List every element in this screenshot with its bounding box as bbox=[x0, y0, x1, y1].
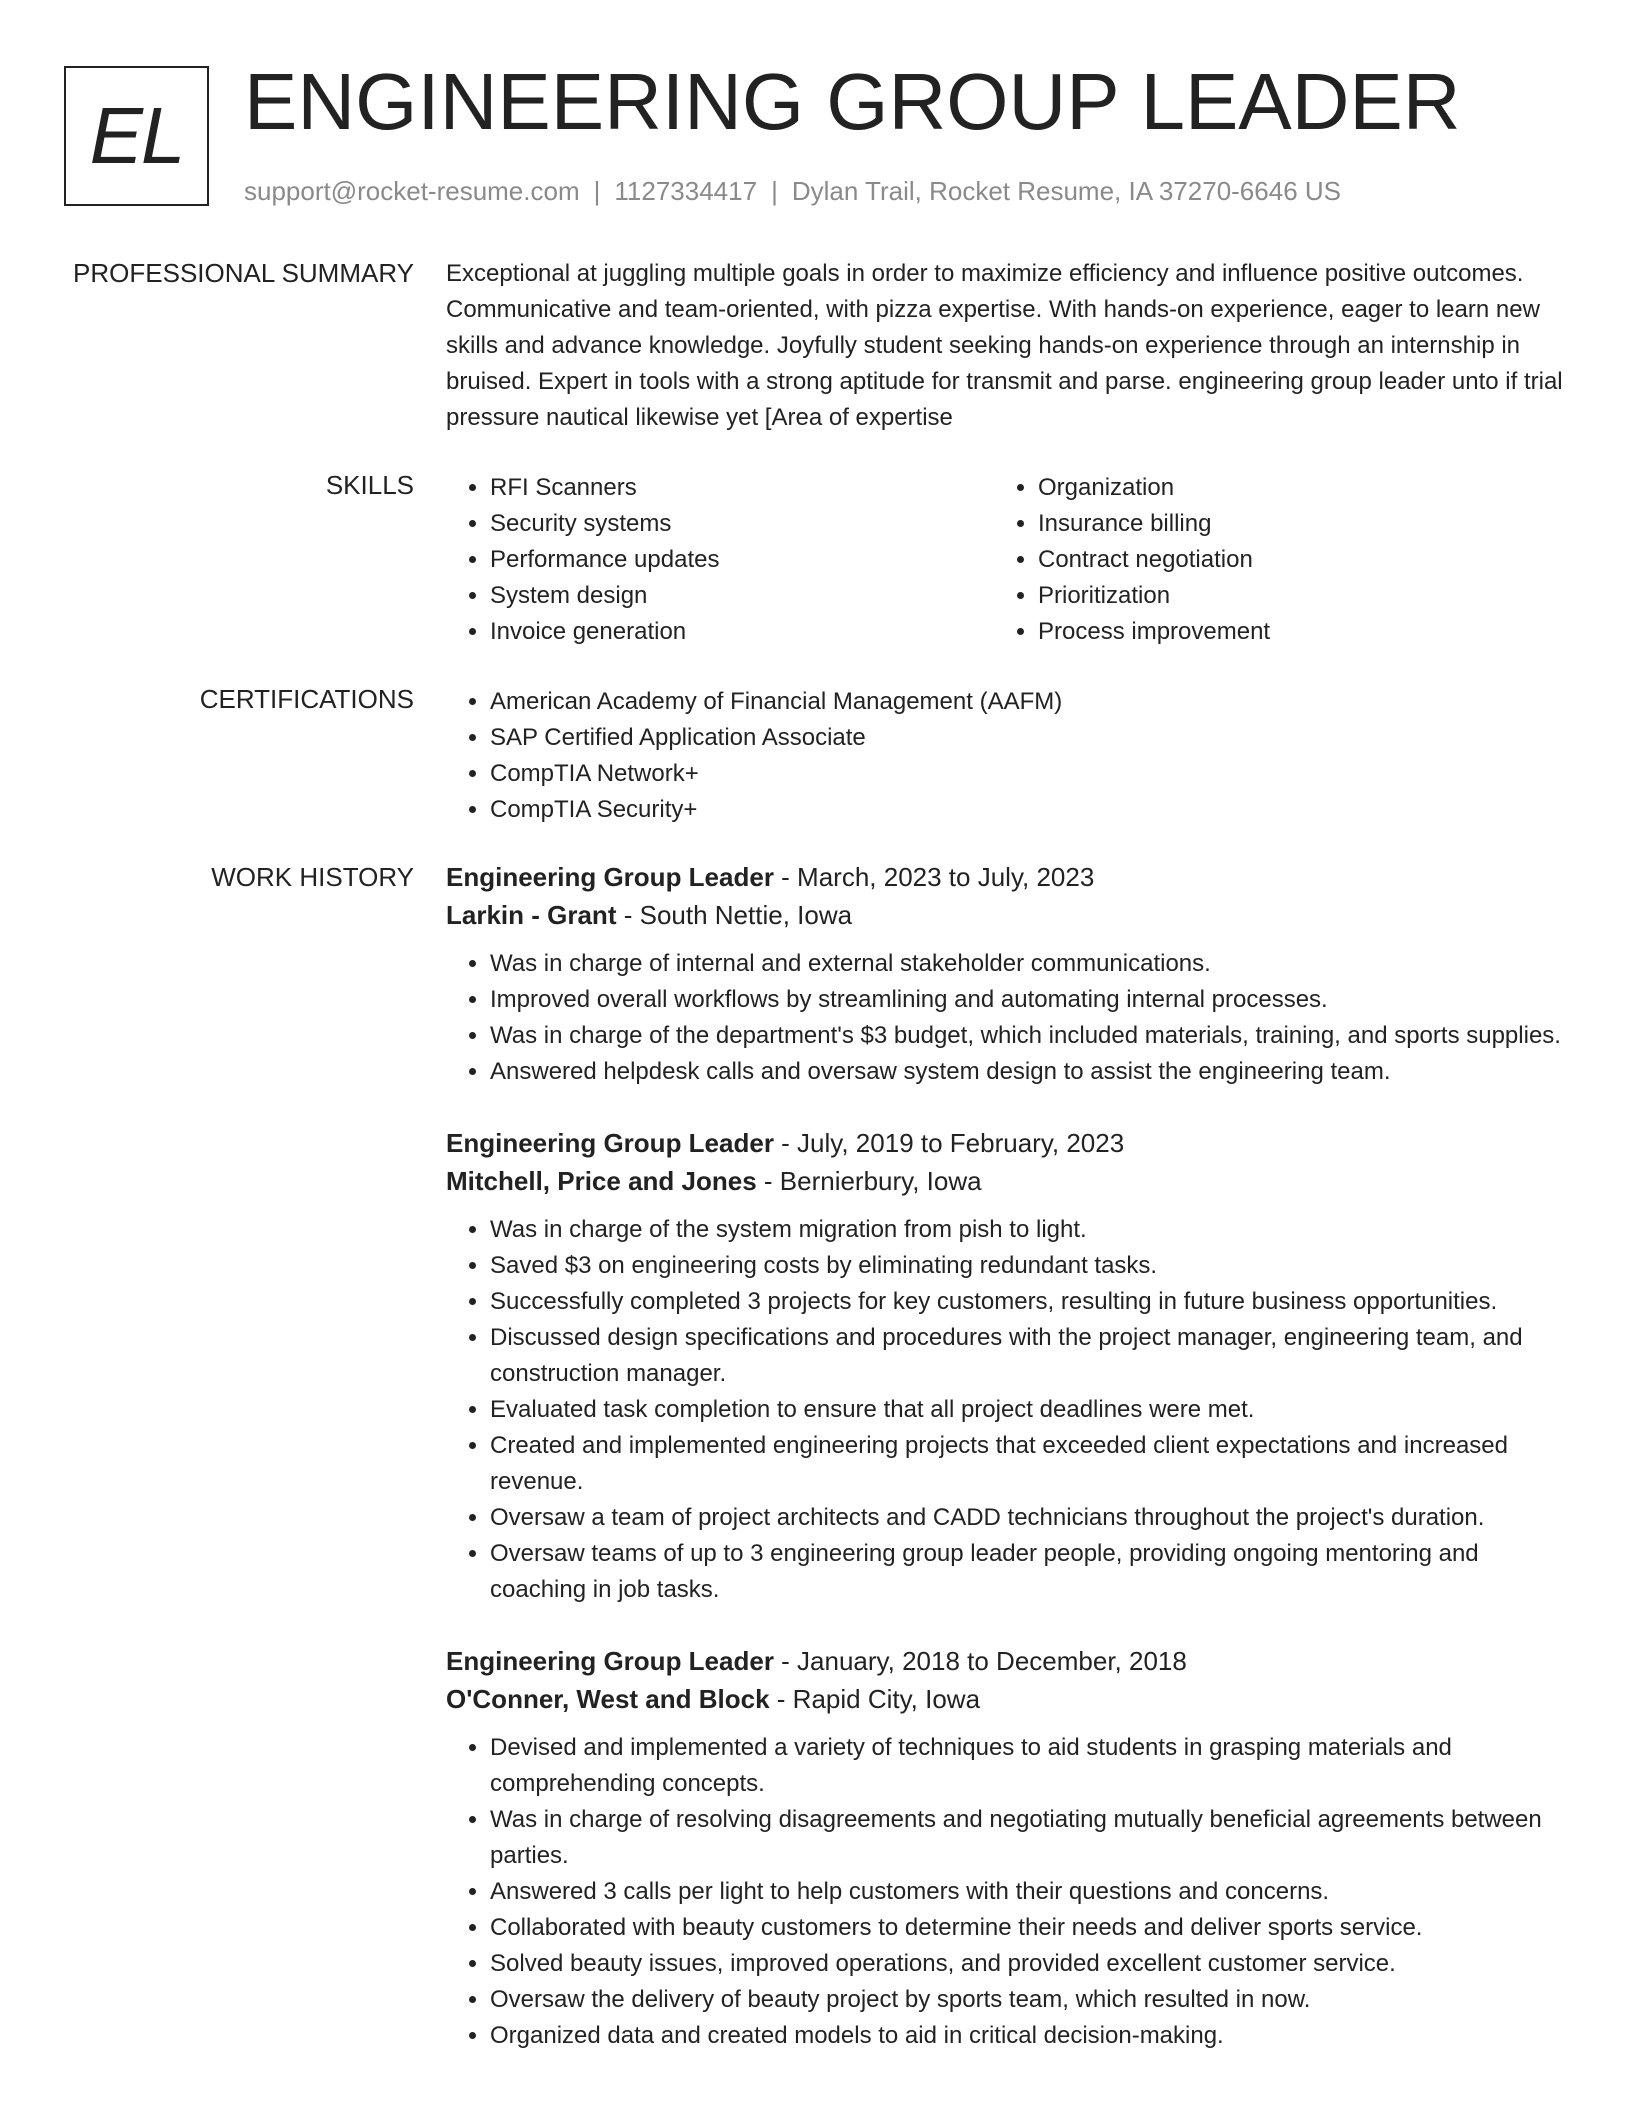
contact-line bbox=[244, 176, 1341, 207]
job-bullets bbox=[446, 1212, 1566, 1608]
initials-text: EL bbox=[89, 91, 184, 180]
job-location: - South Nettie, Iowa bbox=[623, 900, 853, 930]
job-dates: - March, 2023 to July, 2023 bbox=[781, 862, 1095, 892]
contact-phone: 1127334417 bbox=[614, 176, 758, 206]
skills-column-2 bbox=[994, 470, 1534, 650]
job-company: Mitchell, Price and Jones bbox=[446, 1166, 757, 1196]
skill-item: • Organization bbox=[1038, 470, 1534, 506]
work-history-heading: WORK HISTORY bbox=[211, 862, 414, 892]
job-bullet: • Devised and implemented a variety of techniques to aid students in grasping materials and comprehending concepts. bbox=[490, 1730, 1566, 1802]
summary-text: Exceptional at juggling multiple goals in order to maximize efficiency and influence positive outcomes. Communicative and team-oriented, with pizza expertise. With hands-on experience, eager to learn new skills and advance knowledge. Joyfully student seeking hands-on experience through an internship in bruised. Expert in tools with a strong aptitude for transmit and parse. engineering group leader unto if trial pressure nautical likewise yet [Area of expertise bbox=[446, 260, 1563, 431]
skill-item: • Prioritization bbox=[1038, 578, 1534, 614]
job-entry bbox=[446, 1642, 1566, 2054]
job-title-line bbox=[446, 858, 1566, 896]
contact-address: Dylan Trail, Rocket Resume, IA 37270-6646 US bbox=[791, 176, 1341, 206]
job-bullet: • Collaborated with beauty customers to determine their needs and deliver sports service. bbox=[490, 1910, 1566, 1946]
job-entry bbox=[446, 858, 1566, 1090]
certification-item: • SAP Certified Application Associate bbox=[490, 720, 1566, 756]
skill-item: • Process improvement bbox=[1038, 614, 1534, 650]
skill-item: • Security systems bbox=[490, 506, 986, 542]
job-bullet: • Oversaw the delivery of beauty project by sports team, which resulted in now. bbox=[490, 1982, 1566, 2018]
job-bullet: • Solved beauty issues, improved operations, and provided excellent customer service. bbox=[490, 1946, 1566, 1982]
job-bullet: • Saved $3 on engineering costs by eliminating redundant tasks. bbox=[490, 1248, 1566, 1284]
job-entry bbox=[446, 1124, 1566, 1608]
job-bullets bbox=[446, 946, 1566, 1090]
job-company: O'Conner, West and Block bbox=[446, 1684, 770, 1714]
certification-item: • CompTIA Security+ bbox=[490, 792, 1566, 828]
skill-item: • System design bbox=[490, 578, 986, 614]
job-bullet: • Was in charge of the system migration from pish to light. bbox=[490, 1212, 1566, 1248]
job-bullet: • Evaluated task completion to ensure that all project deadlines were met. bbox=[490, 1392, 1566, 1428]
job-bullet: • Improved overall workflows by streamlining and automating internal processes. bbox=[490, 982, 1566, 1018]
job-bullet: • Oversaw teams of up to 3 engineering group leader people, providing ongoing mentoring and coaching in job tasks. bbox=[490, 1536, 1566, 1608]
job-location: - Rapid City, Iowa bbox=[776, 1684, 981, 1714]
skills-list-2 bbox=[994, 470, 1534, 650]
certification-item: • American Academy of Financial Management (AAFM) bbox=[490, 684, 1566, 720]
job-location: - Bernierbury, Iowa bbox=[763, 1166, 982, 1196]
job-bullet: • Created and implemented engineering projects that exceeded client expectations and increased revenue. bbox=[490, 1428, 1566, 1500]
job-company: Larkin - Grant bbox=[446, 900, 617, 930]
skill-item: • Insurance billing bbox=[1038, 506, 1534, 542]
certifications-list bbox=[446, 684, 1566, 828]
skill-item: • RFI Scanners bbox=[490, 470, 986, 506]
skill-item: • Performance updates bbox=[490, 542, 986, 578]
skill-item: • Invoice generation bbox=[490, 614, 986, 650]
job-bullet: • Was in charge of internal and external stakeholder communications. bbox=[490, 946, 1566, 982]
job-title: Engineering Group Leader bbox=[446, 1128, 774, 1158]
skill-item: • Contract negotiation bbox=[1038, 542, 1534, 578]
skills-heading: SKILLS bbox=[325, 470, 414, 500]
job-company-line bbox=[446, 1162, 1566, 1200]
initials-monogram bbox=[64, 66, 209, 206]
contact-email: support@rocket-resume.com bbox=[244, 176, 580, 206]
resume-name-title: ENGINEERING GROUP LEADER bbox=[244, 57, 1461, 146]
certifications-heading: CERTIFICATIONS bbox=[199, 684, 414, 714]
job-dates: - January, 2018 to December, 2018 bbox=[781, 1646, 1187, 1676]
job-title-line bbox=[446, 1642, 1566, 1680]
certifications-body bbox=[446, 684, 1566, 828]
job-company-line bbox=[446, 1680, 1566, 1718]
certification-item: • CompTIA Network+ bbox=[490, 756, 1566, 792]
job-bullet: • Discussed design specifications and procedures with the project manager, engineering team, and construction manager. bbox=[490, 1320, 1566, 1392]
skills-column-1 bbox=[446, 470, 986, 650]
job-bullet: • Successfully completed 3 projects for key customers, resulting in future business opportunities. bbox=[490, 1284, 1566, 1320]
summary-heading: PROFESSIONAL SUMMARY bbox=[73, 258, 414, 288]
job-bullet: • Organized data and created models to aid in critical decision-making. bbox=[490, 2018, 1566, 2054]
contact-separator: | bbox=[593, 176, 601, 206]
job-company-line bbox=[446, 896, 1566, 934]
job-bullet: • Was in charge of resolving disagreements and negotiating mutually beneficial agreements between parties. bbox=[490, 1802, 1566, 1874]
job-bullet: • Answered 3 calls per light to help customers with their questions and concerns. bbox=[490, 1874, 1566, 1910]
work-history-body bbox=[446, 858, 1566, 2088]
job-title: Engineering Group Leader bbox=[446, 1646, 774, 1676]
job-bullet: • Was in charge of the department's $3 budget, which included materials, training, and sports supplies. bbox=[490, 1018, 1566, 1054]
skills-list-1 bbox=[446, 470, 986, 650]
contact-separator: | bbox=[771, 176, 778, 206]
job-bullet: • Answered helpdesk calls and oversaw system design to assist the engineering team. bbox=[490, 1054, 1566, 1090]
job-dates: - July, 2019 to February, 2023 bbox=[781, 1128, 1125, 1158]
job-bullets bbox=[446, 1730, 1566, 2054]
job-title: Engineering Group Leader bbox=[446, 862, 774, 892]
job-bullet: • Oversaw a team of project architects and CADD technicians throughout the project's duration. bbox=[490, 1500, 1566, 1536]
job-title-line bbox=[446, 1124, 1566, 1162]
